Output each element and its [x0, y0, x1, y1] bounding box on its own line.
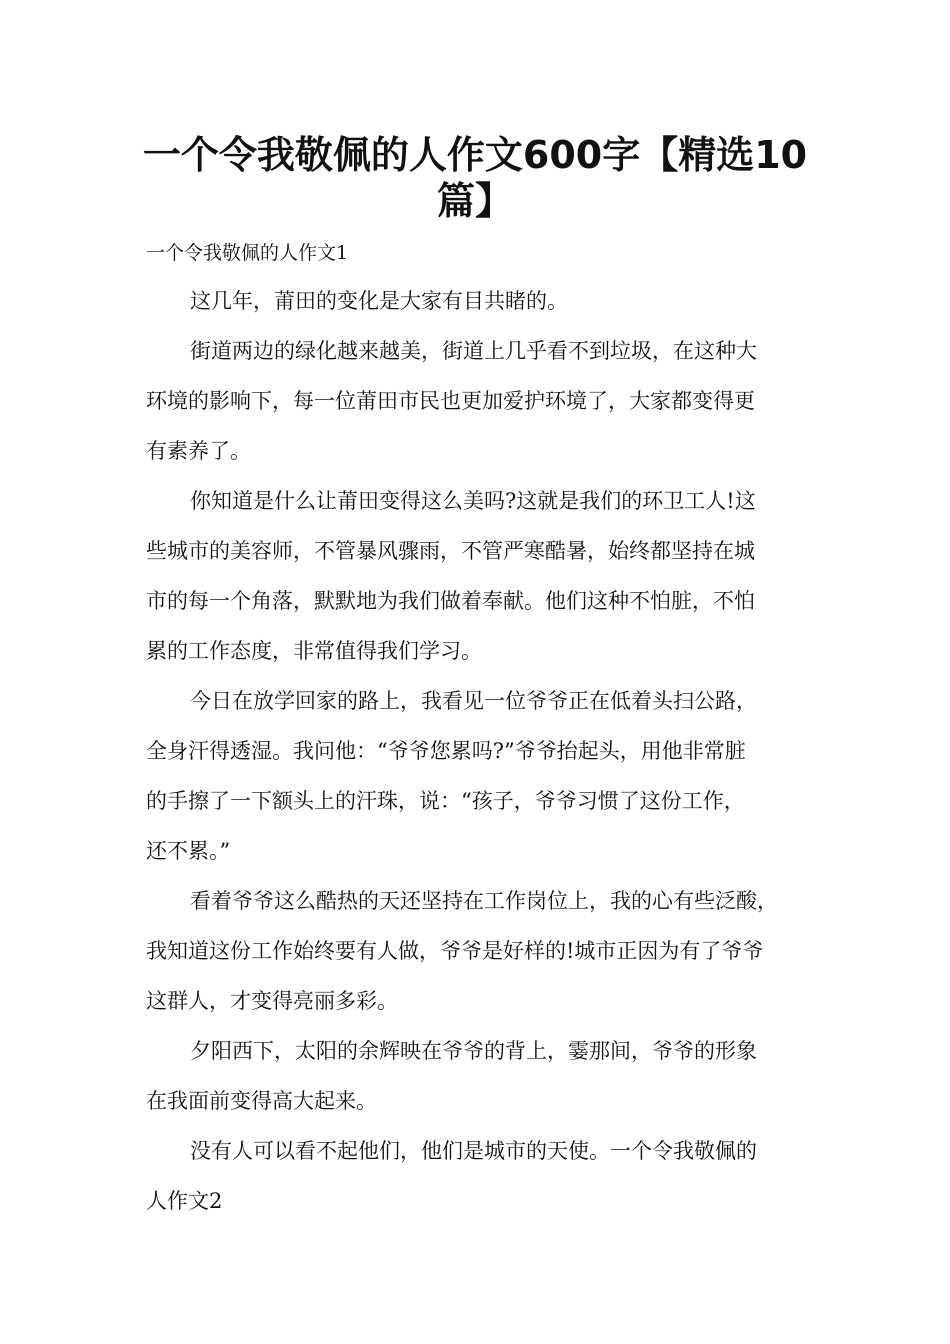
body-line: 的手擦了一下额头上的汗珠，说：“孩子，爷爷习惯了这份工作，	[146, 789, 745, 813]
body-line: 这群人，才变得亮丽多彩。	[146, 989, 398, 1013]
body-line: 有素养了。	[146, 439, 251, 463]
body-line: 夕阳西下，太阳的余辉映在爷爷的背上，霎那间，爷爷的形象	[190, 1039, 757, 1063]
section-heading: 一个令我敬佩的人作文1	[146, 242, 349, 264]
body-line: 在我面前变得高大起来。	[146, 1089, 377, 1113]
body-line: 没有人可以看不起他们，他们是城市的天使。一个令我敬佩的	[190, 1139, 757, 1163]
body-line: 环境的影响下，每一位莆田市民也更加爱护环境了，大家都变得更	[146, 389, 755, 413]
body-line: 我知道这份工作始终要有人做，爷爷是好样的!城市正因为有了爷爷	[146, 939, 764, 963]
body-line: 累的工作态度，非常值得我们学习。	[146, 639, 482, 663]
body-line: 街道两边的绿化越来越美，街道上几乎看不到垃圾，在这种大	[190, 339, 757, 363]
document-title-line-2: 篇】	[436, 179, 513, 223]
body-line: 市的每一个角落，默默地为我们做着奉献。他们这种不怕脏，不怕	[146, 589, 755, 613]
document-title-line-1: 一个令我敬佩的人作文600字【精选10	[142, 133, 808, 177]
body-line: 你知道是什么让莆田变得这么美吗?这就是我们的环卫工人!这	[190, 489, 756, 513]
body-line: 看着爷爷这么酷热的天还坚持在工作岗位上，我的心有些泛酸，	[190, 889, 778, 913]
body-line: 全身汗得透湿。我问他：“爷爷您累吗?”爷爷抬起头，用他非常脏	[146, 739, 746, 763]
body-line: 些城市的美容师，不管暴风骤雨，不管严寒酷暑，始终都坚持在城	[146, 539, 755, 563]
body-line: 今日在放学回家的路上，我看见一位爷爷正在低着头扫公路，	[190, 689, 757, 713]
body-line: 还不累。”	[146, 839, 231, 863]
body-line: 这几年，莆田的变化是大家有目共睹的。	[190, 289, 568, 313]
body-line: 人作文2	[146, 1189, 223, 1213]
